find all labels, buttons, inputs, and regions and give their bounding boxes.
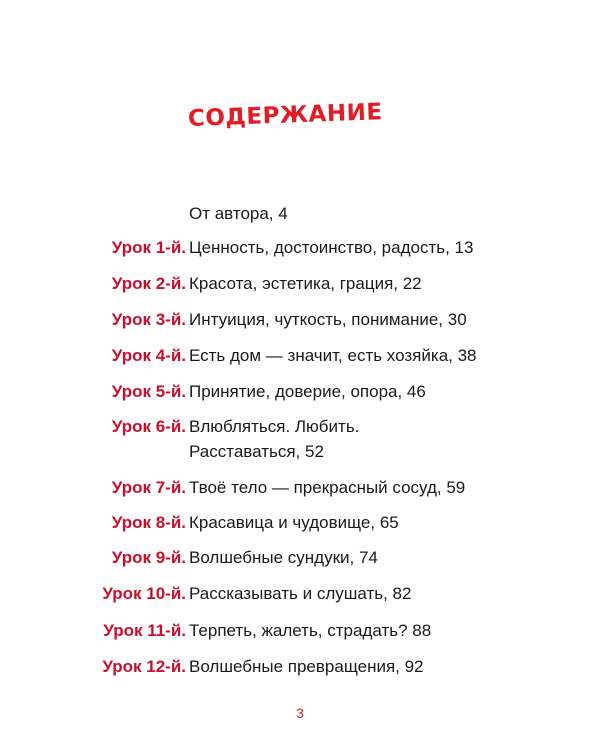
toc-entry-line-1: Влюбляться. Любить. [189, 417, 360, 436]
page-number: 3 [296, 705, 304, 721]
lesson-label: Урок 8-й. [111, 513, 186, 532]
lesson-label: Урок 3-й. [111, 310, 186, 329]
toc-entry-text: Принятие, доверие, опора, 46 [189, 382, 426, 401]
toc-entry-lesson-7[interactable] [0, 477, 600, 501]
toc-entry-line-2: Расставаться, 52 [189, 442, 324, 461]
lesson-label: Урок 12-й. [102, 657, 186, 676]
lesson-label: Урок 9-й. [111, 548, 186, 567]
toc-entry-text [189, 416, 359, 463]
toc-entry-text: Ценность, достоинство, радость, 13 [189, 238, 474, 257]
toc-entry-text: Интуиция, чуткость, понимание, 30 [189, 310, 467, 329]
lesson-label: Урок 5-й. [111, 382, 186, 401]
toc-entry-lesson-2[interactable] [0, 273, 600, 297]
toc-entry-lesson-8[interactable] [0, 512, 600, 536]
toc-entry-intro[interactable] [0, 203, 600, 227]
toc-entry-text: Терпеть, жалеть, страдать? 88 [189, 621, 432, 640]
toc-entry-text: Красота, эстетика, грация, 22 [189, 274, 422, 293]
lesson-label: Урок 7-й. [111, 478, 186, 497]
toc-entry-lesson-10[interactable] [0, 583, 600, 607]
toc-entry-lesson-3[interactable] [0, 309, 600, 333]
toc-entry-lesson-4[interactable] [0, 345, 600, 369]
toc-entry-lesson-5[interactable] [0, 381, 600, 405]
toc-entry-text: Есть дом — значит, есть хозяйка, 38 [189, 346, 477, 365]
page-title: СОДЕРЖАНИЕ [187, 99, 383, 132]
lesson-label: Урок 10-й. [102, 584, 186, 603]
toc-entry-text: От автора, 4 [189, 204, 288, 223]
lesson-label: Урок 4-й. [111, 346, 186, 365]
toc-entry-text: Красавица и чудовище, 65 [189, 513, 399, 532]
toc-entry-text: Рассказывать и слушать, 82 [189, 584, 412, 603]
toc-entry-lesson-11[interactable] [0, 620, 600, 644]
lesson-label: Урок 11-й. [103, 621, 186, 640]
toc-entry-lesson-6[interactable] [0, 416, 600, 461]
toc-entry-lesson-12[interactable] [0, 656, 600, 680]
lesson-label: Урок 6-й. [111, 417, 186, 436]
toc-entry-lesson-9[interactable] [0, 547, 600, 571]
lesson-label: Урок 2-й. [111, 274, 186, 293]
lesson-label: Урок 1-й. [111, 238, 186, 257]
toc-entry-lesson-1[interactable] [0, 237, 600, 261]
toc-entry-text: Волшебные сундуки, 74 [189, 548, 378, 567]
toc-entry-text: Волшебные превращения, 92 [189, 657, 424, 676]
toc-entry-text: Твоё тело — прекрасный сосуд, 59 [189, 478, 466, 497]
